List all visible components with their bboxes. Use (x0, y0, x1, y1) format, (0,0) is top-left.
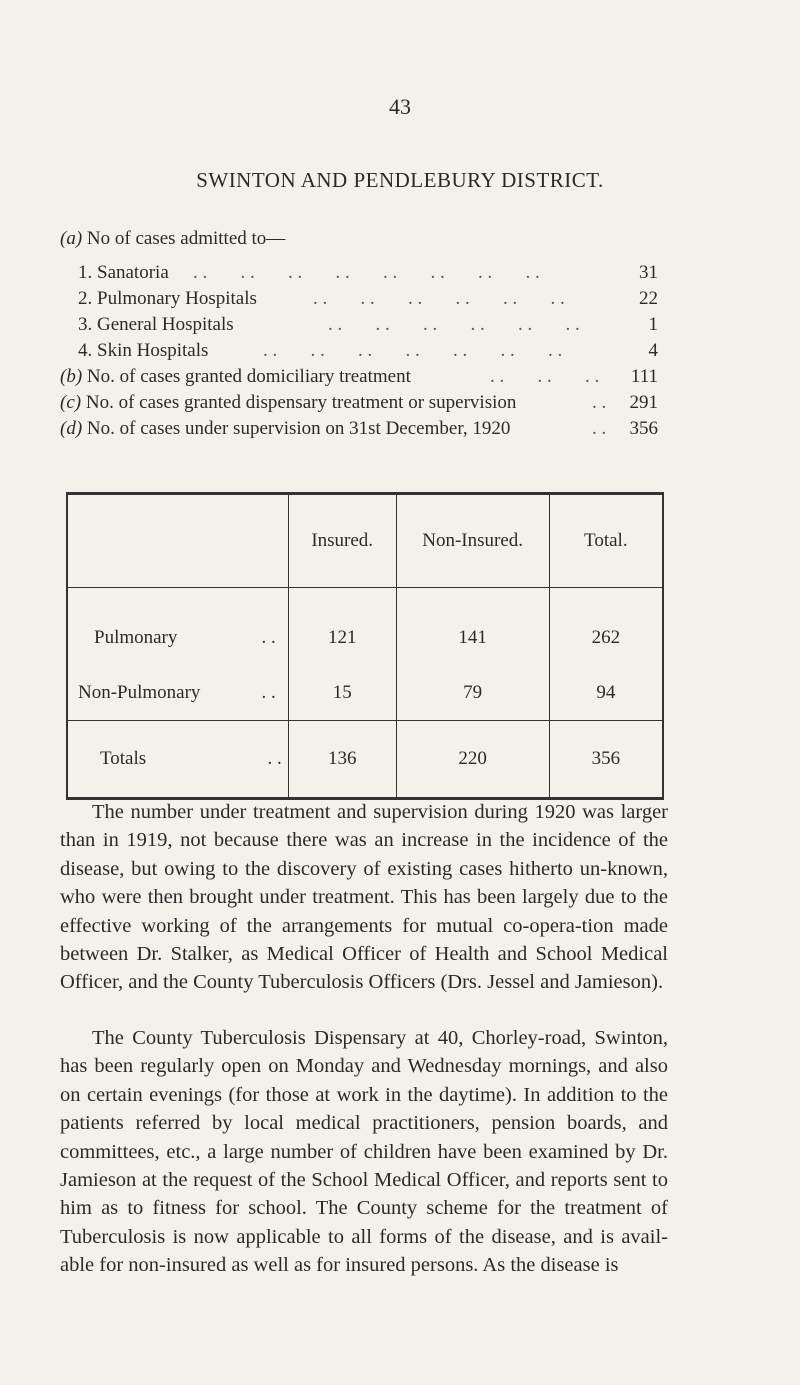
item-value: 4 (648, 340, 658, 361)
item-value: 356 (629, 418, 658, 439)
row-label: Pulmonary . . (67, 588, 288, 666)
item-value: 31 (639, 262, 658, 283)
leader-dots: . . . . . . (490, 366, 600, 387)
item-label: Sanatoria (97, 262, 169, 283)
item-marker: (c) (60, 392, 82, 413)
item-marker: (d) (60, 418, 83, 439)
cell-total: 262 (591, 626, 621, 648)
intro-line (60, 228, 285, 250)
intro-marker: (a) (60, 228, 83, 249)
item-label: No. of cases under supervision on 31st December, 1920 (86, 418, 511, 439)
item-value: 1 (648, 314, 658, 335)
leader-dots: . . . . . . . . . . . . . . (263, 340, 563, 361)
totals-non-insured: 220 (396, 721, 549, 799)
table-row (67, 588, 663, 666)
item-number: 3. (78, 314, 93, 335)
header-non-insured: Non-Insured. (396, 494, 549, 588)
item-marker: (b) (60, 366, 83, 387)
list-item (60, 418, 658, 440)
leader-dots: . . (592, 392, 607, 413)
list-item (78, 314, 658, 336)
leader-dots: . . . . . . . . . . . . (313, 288, 565, 309)
item-label: No. of cases granted domiciliary treatment (86, 366, 411, 387)
item-value: 291 (629, 392, 658, 413)
leader-dots: . . . . . . . . . . . . . . . . (193, 262, 540, 283)
list-item (78, 288, 658, 310)
item-label: No. of cases granted dispensary treatment or supervision (85, 392, 517, 413)
cell-non-insured: 141 (396, 588, 549, 666)
header-total: Total. (549, 494, 663, 588)
leader-dots: . . . . . . . . . . . . (328, 314, 580, 335)
cell-insured: 121 (288, 588, 396, 666)
list-item (78, 340, 658, 362)
page-number: 43 (389, 94, 411, 119)
header-insured: Insured. (288, 494, 396, 588)
leader-dots: . . (592, 418, 607, 439)
item-number: 2. (78, 288, 93, 309)
item-label: Skin Hospitals (97, 340, 209, 361)
table-totals-row (67, 721, 663, 799)
totals-insured: 136 (288, 721, 396, 799)
table-row (67, 665, 663, 721)
list-item (78, 262, 658, 284)
page-title: SWINTON AND PENDLEBURY DISTRICT. (196, 168, 604, 192)
paragraph: The number under treatment and supervision during 1920 was larger than in 1919, not because there was an increase in the incidence of the disease, but owing to the discovery of existing cases hitherto un-known, who were then brought under treatment. This has been largely due to the effective working of the arrangements for mutual co-opera-tion made between Dr. Stalker, as Medical Officer of Health and School Medical Officer, and the County Tuberculosis Officers (Drs. Jessel and Jamieson). (60, 801, 668, 994)
paragraph: The County Tuberculosis Dispensary at 40, Chorley-road, Swinton, has been regularly open on Monday and Wednesday mornings, and also on certain evenings (for those at work in the daytime). In addition to the patients referred by local medical practitioners, pension boards, and committees, etc., a large number of children have been examined by Dr. Jamieson at the request of the School Medical Officer, and reports sent to him as to fitness for school. The County scheme for the treatment of Tuberculosis is now applicable to all forms of the disease, and is avail-able for non-insured as well as for insured persons. As the disease is (60, 1027, 668, 1277)
item-label: Pulmonary Hospitals (97, 288, 257, 309)
item-value: 111 (630, 366, 658, 387)
table-header-row (67, 494, 663, 588)
item-number: 4. (78, 340, 93, 361)
list-item (60, 366, 658, 388)
cell-non-insured: 79 (396, 665, 549, 721)
cell-insured: 15 (288, 665, 396, 721)
intro-text: No of cases admitted to— (86, 228, 286, 249)
row-label: Non-Pulmonary . . (67, 665, 288, 721)
cases-table (66, 492, 664, 800)
list-item (60, 392, 658, 414)
header-blank (67, 494, 288, 588)
item-value: 22 (639, 288, 658, 309)
cell-total: 94 (596, 681, 616, 703)
totals-label: Totals . . (67, 721, 288, 799)
item-label: General Hospitals (97, 314, 234, 335)
totals-total: 356 (549, 721, 663, 799)
item-number: 1. (78, 262, 93, 283)
